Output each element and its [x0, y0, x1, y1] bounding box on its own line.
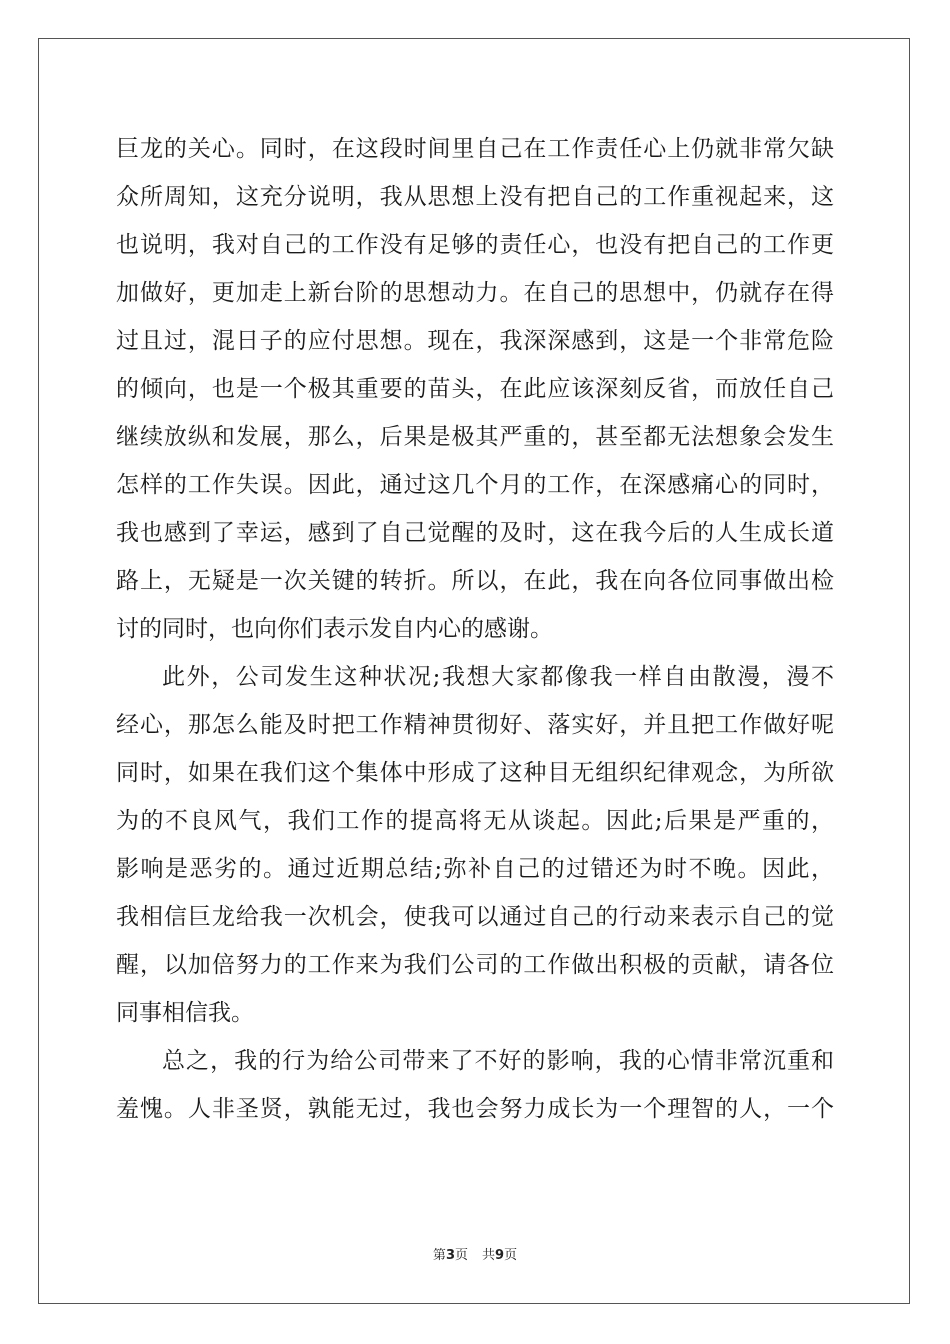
text-line: 巨龙的关心。同时，在这段时间里自己在工作责任心上仍就非常欠缺 [116, 136, 834, 162]
text-line: 同事相信我。 [116, 1000, 254, 1026]
text-line: 的倾向，也是一个极其重要的苗头，在此应该深刻反省，而放任自己 [116, 376, 834, 402]
text-line: 羞愧。人非圣贤，孰能无过，我也会努力成长为一个理智的人，一个 [116, 1096, 834, 1122]
text-line: 讨的同时，也向你们表示发自内心的感谢。 [116, 616, 553, 642]
text-line: 为的不良风气，我们工作的提高将无从谈起。因此;后果是严重的， [116, 808, 834, 834]
text-line: 经心，那怎么能及时把工作精神贯彻好、落实好，并且把工作做好呢 [116, 712, 834, 738]
text-line: 醒，以加倍努力的工作来为我们公司的工作做出积极的贡献，请各位 [116, 952, 834, 978]
document-body [116, 125, 834, 1133]
text-line: 此外，公司发生这种状况;我想大家都像我一样自由散漫，漫不 [162, 664, 834, 690]
text-line: 同时，如果在我们这个集体中形成了这种目无组织纪律观念，为所欲 [116, 760, 834, 786]
text-line: 我也感到了幸运，感到了自己觉醒的及时，这在我今后的人生成长道 [116, 520, 834, 546]
text-line: 也说明，我对自己的工作没有足够的责任心，也没有把自己的工作更 [116, 232, 834, 258]
page-number: 3 [445, 1248, 455, 1263]
page-suffix: 页 [454, 1248, 468, 1263]
text-line: 加做好，更加走上新台阶的思想动力。在自己的思想中，仍就存在得 [116, 280, 834, 306]
page-prefix: 第 [432, 1248, 446, 1263]
total-pages: 9 [495, 1248, 505, 1263]
text-line: 过且过，混日子的应付思想。现在，我深深感到，这是一个非常危险 [116, 328, 834, 354]
total-suffix: 页 [504, 1248, 518, 1263]
text-line: 影响是恶劣的。通过近期总结;弥补自己的过错还为时不晚。因此， [116, 856, 834, 882]
text-line: 怎样的工作失误。因此，通过这几个月的工作，在深感痛心的同时， [116, 472, 834, 498]
text-line: 路上，无疑是一次关键的转折。所以，在此，我在向各位同事做出检 [116, 568, 834, 594]
text-line: 我相信巨龙给我一次机会，使我可以通过自己的行动来表示自己的觉 [116, 904, 834, 930]
text-line: 众所周知，这充分说明，我从思想上没有把自己的工作重视起来，这 [116, 184, 834, 210]
text-line: 继续放纵和发展，那么，后果是极其严重的，甚至都无法想象会发生 [116, 424, 834, 450]
page-footer [0, 1244, 950, 1263]
total-prefix: 共 [482, 1248, 496, 1263]
text-line: 总之，我的行为给公司带来了不好的影响，我的心情非常沉重和 [162, 1048, 834, 1074]
